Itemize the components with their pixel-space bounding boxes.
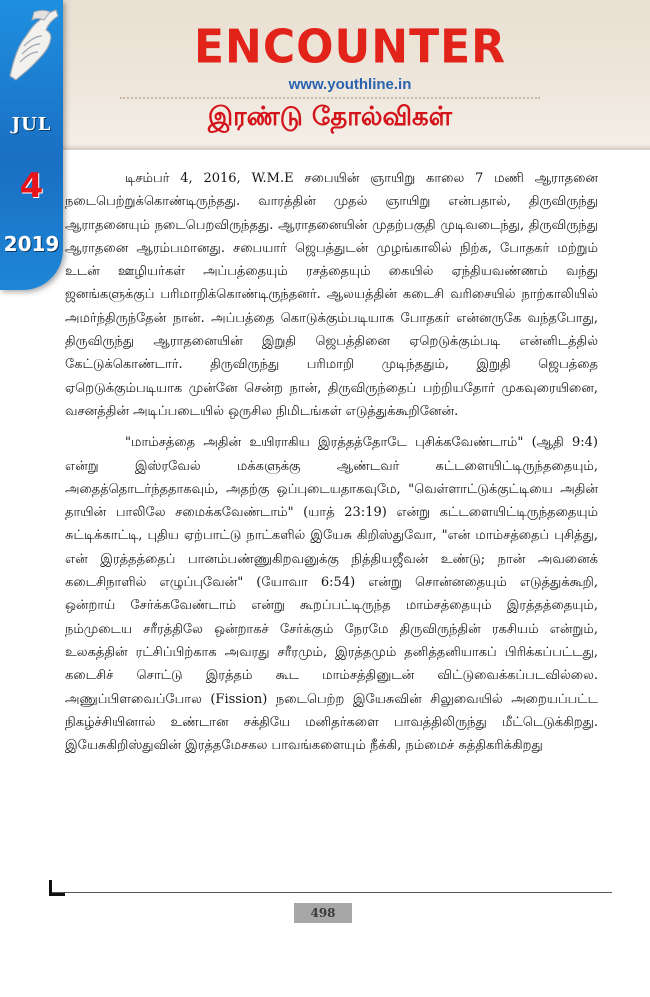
date-day: 4: [19, 166, 44, 206]
page-number: 498: [294, 903, 352, 923]
paragraph: "மாம்சத்தை அதின் உயிராகிய இரத்தத்தோடே புசிக்கவேண்டாம்" (ஆதி 9:4) என்று இஸ்ரவேல் மக்களுக்கு ஆண்டவர் கட்டளையிட்டிருந்ததையும், அதைத்தொடர்ந்ததாகவும், அதற்கு ஒப்புடையதாகவுமே, "வெள்ளாட்டுக்குட்டியை அதின் தாயின் பாலிலே சமைக்கவேண்டாம்" (யாத் 23:19) என்று கட்டளையிட்டிருந்ததையும் சுட்டிக்காட்டி, புதிய ஏற்பாட்டு நாட்களில் இயேசு கிறிஸ்துவோ, "என் மாம்சத்தைப் புசித்து, என் இரத்தத்தைப் பானம்பண்ணுகிறவனுக்கு நித்தியஜீவன் உண்டு; நான் அவனைக் கடைசிநாளில் எழுப்புவேன்" (யோவா 6:54) என்று சொன்னதையும் எடுத்துக்கூறி, ஒன்றாய் சேர்க்கவேண்டாம் என்று கூறப்பட்டிருந்த மாம்சத்தையும் இரத்தத்தையும், நம்முடைய சரீரத்திலே ஒன்றாகச் சேர்க்கும் நேரமே திருவிருந்தின் ரகசியம் என்றும், உலகத்தின் ரட்சிப்பிற்காக அவரது சரீரமும், இரத்தமும் தனித்தனியாகப் பிரிக்கப்பட்டது, கடைசிச் சொட்டு இரத்தம் கூட மாம்சத்தினுடன் விட்டுவைக்கப்படவில்லை. அணுப்பிளவைப்போல (Fission) நடைபெற்ற இயேசுவின் சிலுவையில் அறையப்பட்ட நிகழ்ச்சியினால் உண்டான சக்தியே மனிதர்களை பாவத்திலிருந்து மீட்டெடுக்கிறது. இயேசுகிறிஸ்துவின் இரத்தமேசகல பாவங்களையும் நீக்கி, நம்மைச் சுத்திகரிக்கிறது: [65, 435, 598, 754]
footer-divider: [52, 892, 612, 893]
website-link[interactable]: www.youthline.in: [288, 76, 412, 93]
brand-title: ENCOUNTER: [193, 20, 507, 75]
title-divider: [120, 97, 540, 99]
clasped-hands-icon: [4, 6, 60, 84]
date-year: 2019: [3, 232, 60, 256]
date-month: JUL: [11, 114, 52, 135]
date-tab: [0, 0, 63, 290]
corner-mark: [49, 880, 65, 896]
article-body: [65, 167, 598, 757]
paragraph: டிசம்பர் 4, 2016, W.M.E சபையின் ஞாயிறு காலை 7 மணி ஆராதனை நடைபெற்றுக்கொண்டிருந்தது. வாரத்தின் முதல் ஞாயிறு என்பதால், திருவிருந்து ஆராதனையும் நடைபெறவிருந்தது. ஆராதனையின் முதற்பகுதி முடிவடைந்து, திருவிருந்து ஆராதனை ஆரம்பமானது. சபையார் ஜெபத்துடன் முழங்காலில் நிற்க, போதகர் மற்றும் உடன் ஊழியர்கள் அப்பத்தையும் ரசத்தையும் கையில் ஏந்தியவண்ணம் வந்து ஜனங்களுக்குப் பரிமாறிக்கொண்டிருந்தனர். ஆலயத்தின் கடைசி வரிசையில் நாற்காலியில் அமர்ந்திருந்தேன் நான். அப்பத்தை கொடுக்கும்படியாக போதகர் என்னருகே வந்தபோது, திருவிருந்து ஆராதனையின் இறுதி ஜெபத்தினை ஏறெடுக்கும்படி என்னிடத்தில் கேட்டுக்கொண்டார். திருவிருந்து பரிமாறி முடிந்ததும், இறுதி ஜெபத்தை ஏறெடுக்கும்படியாக முன்னே சென்ற நான், திருவிருந்தைப் பற்றியதோர் முகவுரையினை, வசனத்தின் அடிப்படையில் ஒருசில நிமிடங்கள் எடுத்துக்கூறினேன்.: [65, 171, 598, 419]
page-title: இரண்டு தோல்விகள்: [207, 102, 453, 132]
